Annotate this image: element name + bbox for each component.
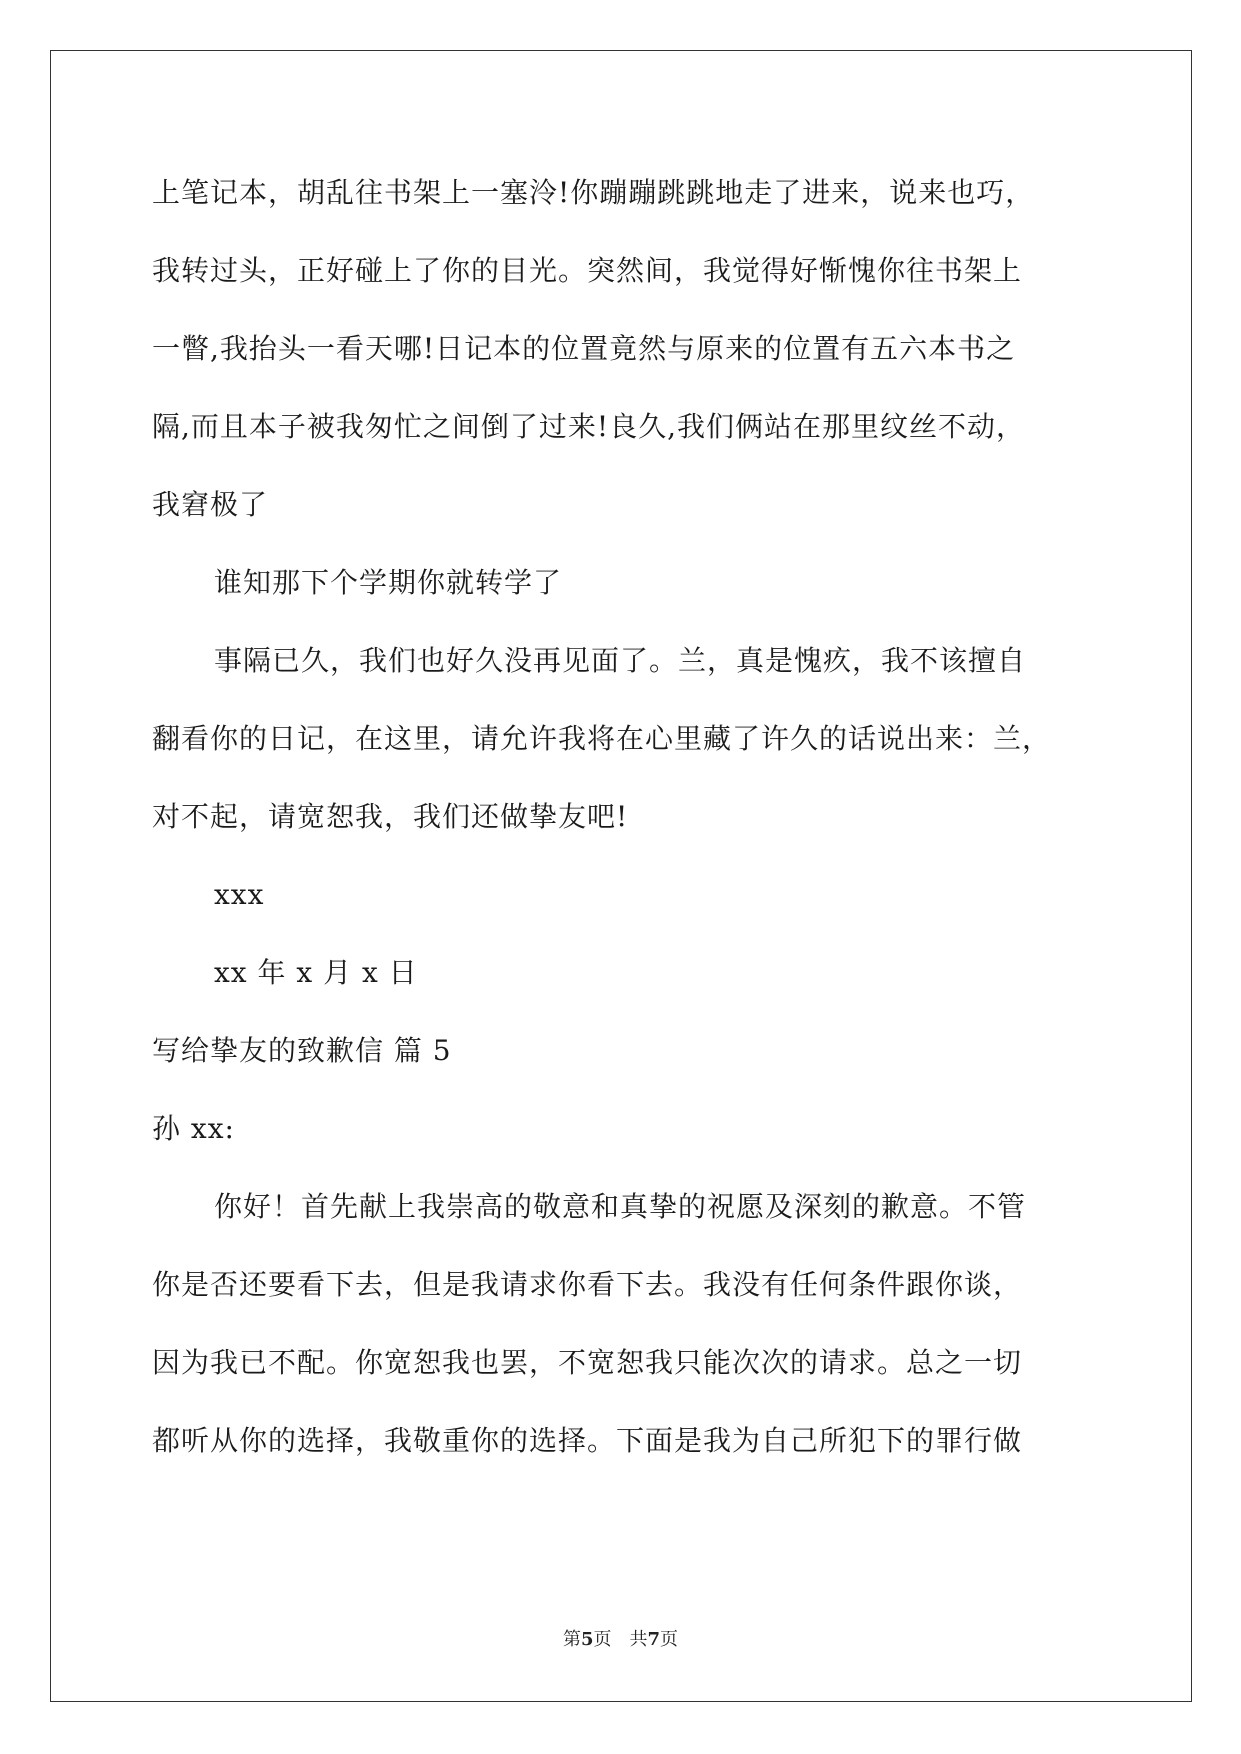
footer-middle: 页 共 [593, 1629, 648, 1650]
current-page-number: 5 [580, 1629, 594, 1650]
text-line: 我窘极了 [152, 488, 269, 521]
footer-prefix: 第 [562, 1629, 581, 1650]
section-title: 写给挚友的致歉信 篇 5 [152, 1034, 452, 1067]
text-line: 一瞥,我抬头一看天哪!日记本的位置竟然与原来的位置有五六本书之 [152, 332, 1016, 365]
salutation: 孙 xx: [152, 1112, 235, 1145]
page-footer [0, 1625, 1241, 1651]
total-page-number: 7 [647, 1629, 661, 1650]
signature-line: xxx [214, 878, 265, 911]
text-line: 翻看你的日记，在这里，请允许我将在心里藏了许久的话说出来：兰， [152, 722, 1052, 755]
text-line: 我转过头，正好碰上了你的目光。突然间，我觉得好惭愧你往书架上 [152, 254, 1023, 287]
text-line: 上笔记本，胡乱往书架上一塞泠!你蹦蹦跳跳地走了进来，说来也巧， [152, 176, 1035, 209]
text-line: 隔,而且本子被我匆忙之间倒了过来!良久,我们俩站在那里纹丝不动， [152, 410, 1026, 443]
text-line: 都听从你的选择，我敬重你的选择。下面是我为自己所犯下的罪行做 [152, 1424, 1023, 1457]
text-line: 对不起，请宽恕我，我们还做挚友吧! [152, 800, 629, 833]
text-line: 因为我已不配。你宽恕我也罢，不宽恕我只能次次的请求。总之一切 [152, 1346, 1023, 1379]
paragraph-line: 谁知那下个学期你就转学了 [214, 566, 563, 599]
document-body [152, 168, 1092, 1494]
text-line: 你是否还要看下去，但是我请求你看下去。我没有任何条件跟你谈， [152, 1268, 1023, 1301]
date-line: xx 年 x 月 x 日 [214, 956, 418, 989]
footer-suffix: 页 [660, 1629, 679, 1650]
paragraph-line: 事隔已久，我们也好久没再见面了。兰，真是愧疚，我不该擅自 [214, 644, 1027, 677]
paragraph-line: 你好！首先献上我崇高的敬意和真挚的祝愿及深刻的歉意。不管 [214, 1190, 1027, 1223]
